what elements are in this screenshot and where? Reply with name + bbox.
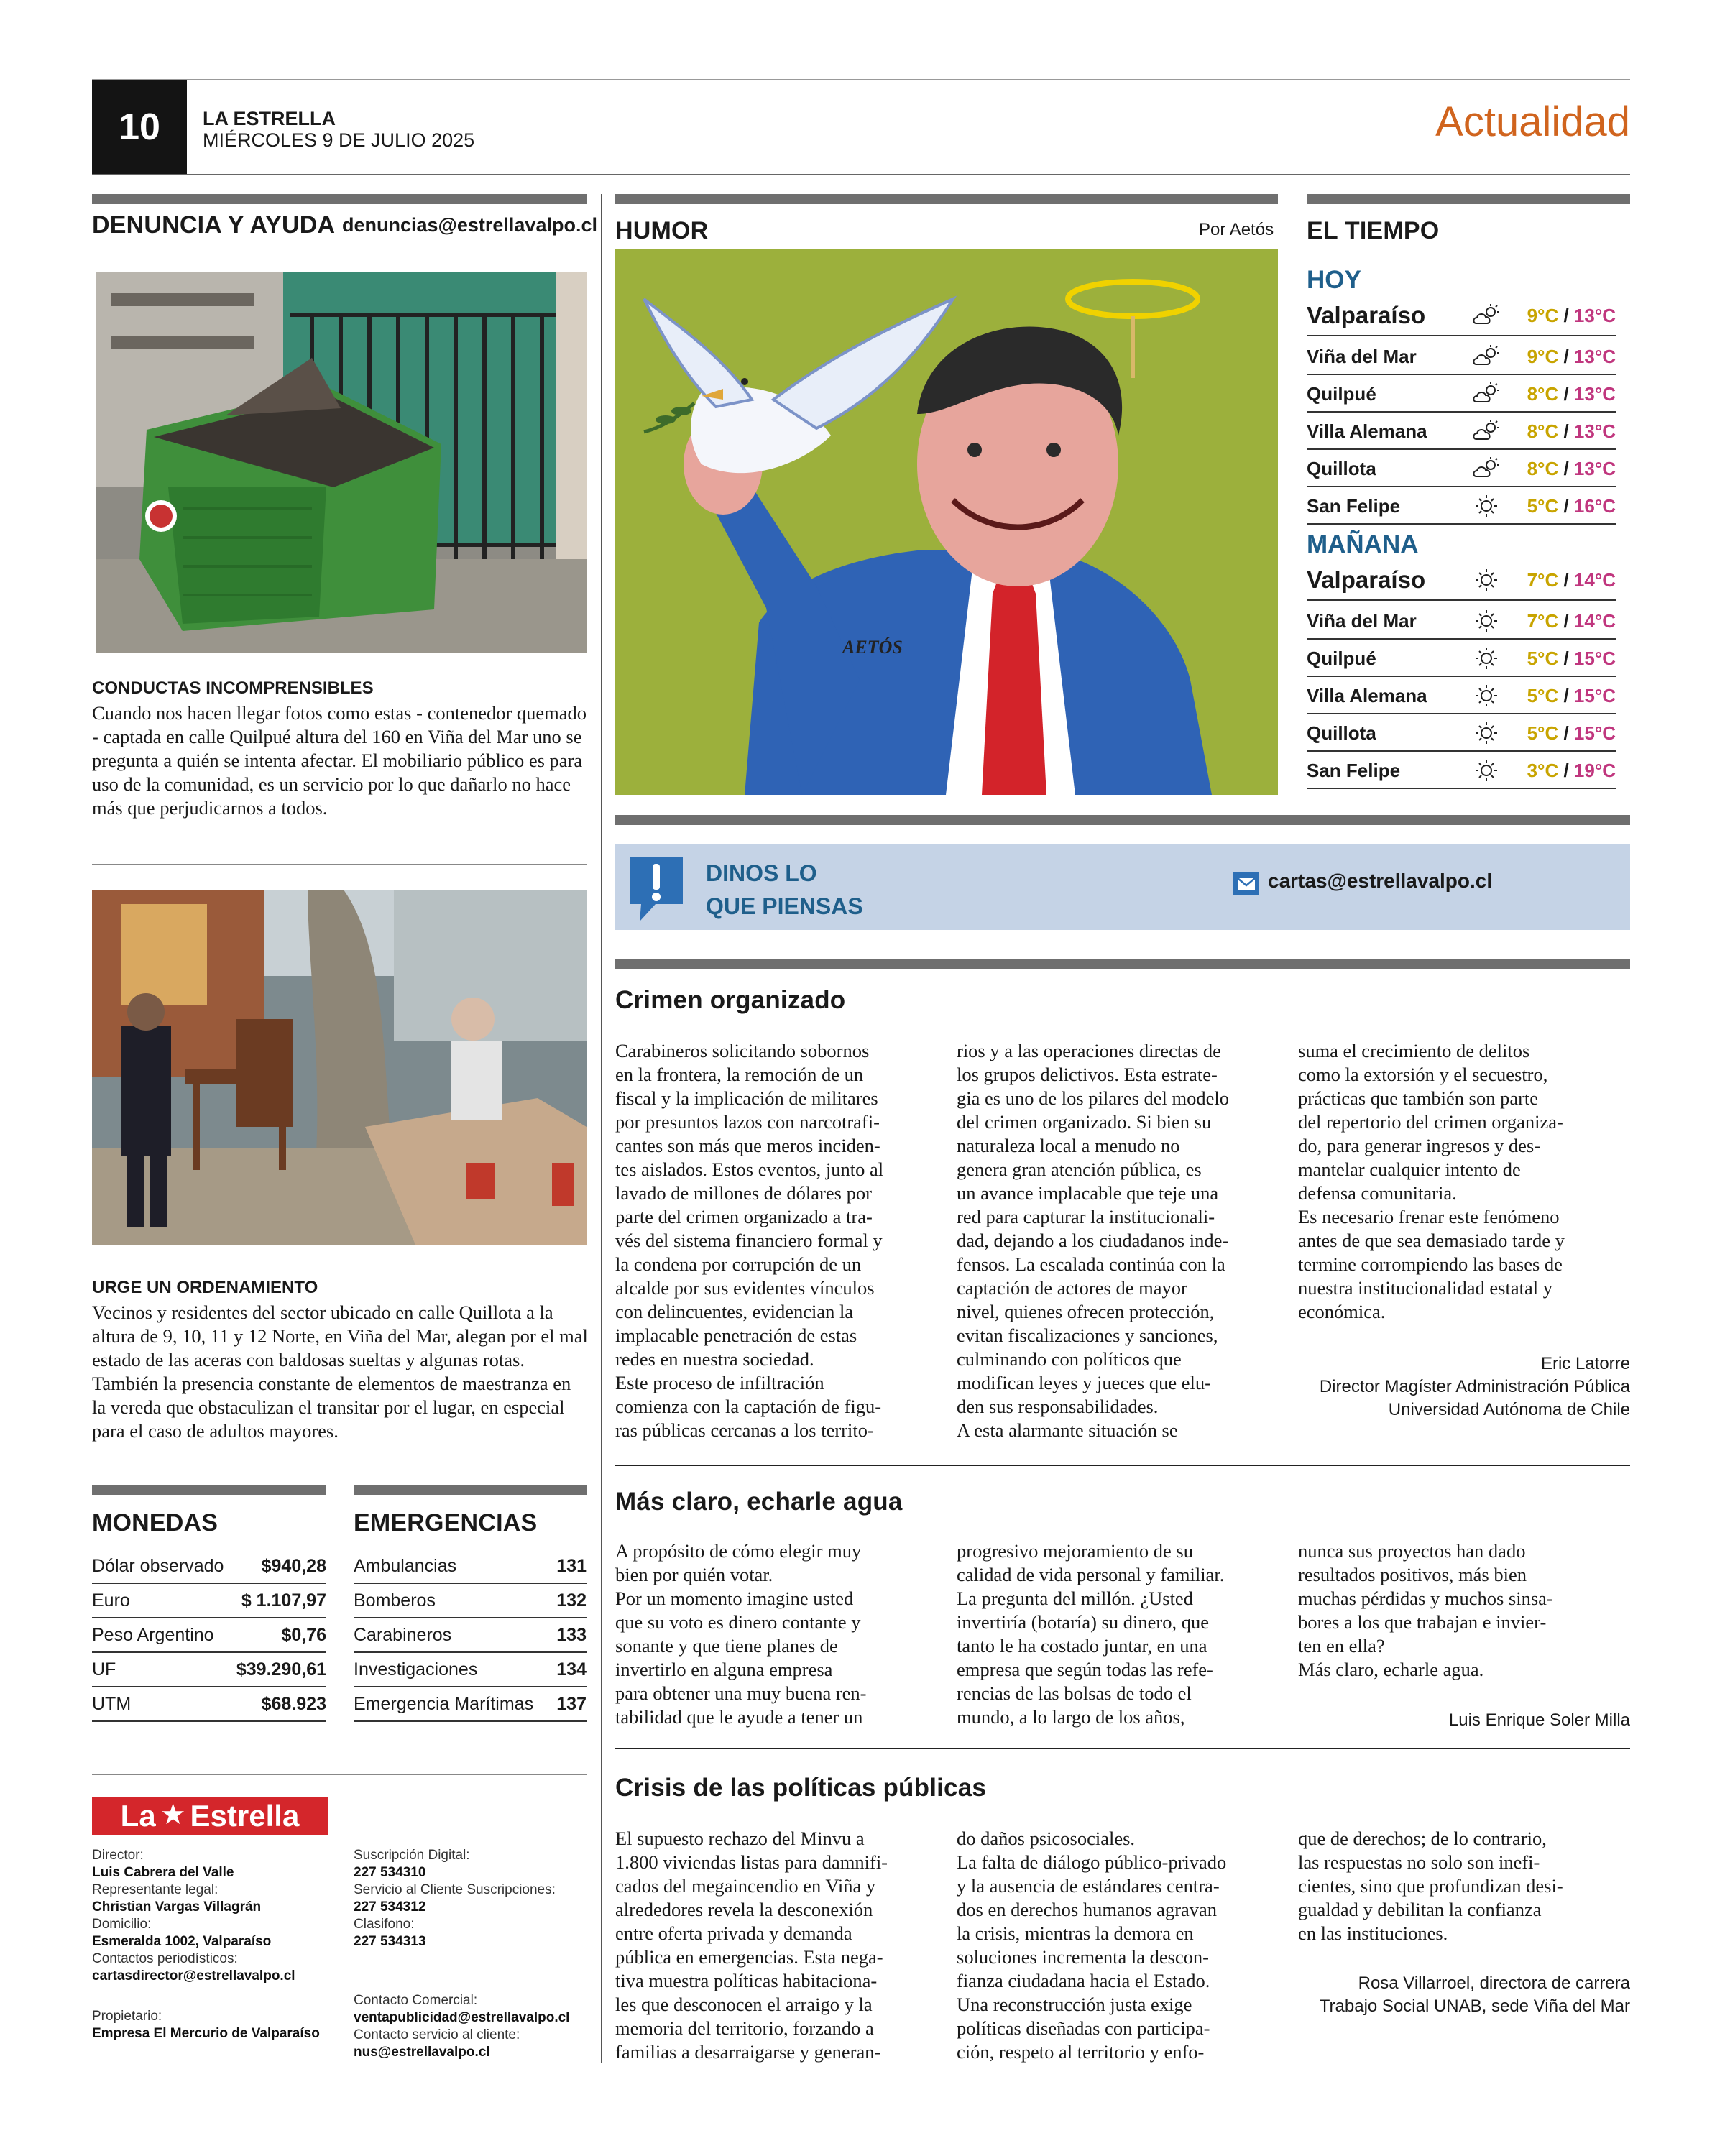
newspaper-logo: La ★ Estrella bbox=[92, 1797, 328, 1835]
temperature: 5°C / 15°C bbox=[1527, 722, 1616, 744]
temperature: 7°C / 14°C bbox=[1527, 609, 1616, 632]
table-row: Bomberos 132 bbox=[354, 1584, 586, 1618]
sun-icon bbox=[1465, 609, 1508, 633]
letter1-signature: Eric Latorre Director Magíster Administración Pública Universidad Autónoma de Chile bbox=[1319, 1354, 1630, 1419]
table-row: Emergencia Marítimas 137 bbox=[354, 1687, 586, 1722]
letter2-body: A propósito de cómo elegir muy bien por quién votar. Por un momento imagine usted que su voto es dinero contante y sonante y que tiene planes de invertirlo en alguna empresa para obtener una muy buena ren- tabilidad que le ayude a tener un progresivo mejoramiento de su calidad de vida personal y familiar. La pregunta del millón. ¿Usted invertiría (botaría) su dinero, que tanto le ha costado juntar, en una empresa que según todas las refe- rencias de las bolsas de todo el mundo, a lo largo de los años, nunca sus proyectos han dado resultados positivos, más bien muchas pérdidas y muchos sinsa- bores a los que trabajan e invier- ten en ella? Más claro, echarle agua. bbox=[615, 1540, 1553, 1728]
weather-row bbox=[1307, 561, 1616, 601]
issue-date: MIÉRCOLES 9 DE JULIO 2025 bbox=[203, 129, 475, 151]
city-name: Valparaíso bbox=[1307, 302, 1426, 328]
temperature: 9°C / 13°C bbox=[1527, 304, 1616, 326]
temperature: 8°C / 13°C bbox=[1527, 420, 1616, 442]
city-name: San Felipe bbox=[1307, 494, 1401, 517]
letter1-title: Crimen organizado bbox=[615, 986, 846, 1014]
city-name: Quilpué bbox=[1307, 647, 1376, 669]
star-icon: ★ bbox=[160, 1798, 186, 1831]
city-name: Villa Alemana bbox=[1307, 420, 1427, 442]
table-row: UF $39.290,61 bbox=[92, 1653, 326, 1687]
weather-row bbox=[1307, 339, 1616, 375]
denuncia-item1-text: Cuando nos hacen llegar fotos como estas - contenedor quemado - captada en calle Quilpué altura del 160 en Viña del Mar uno se pregunta a quién se intenta afectar. El mobiliario público es para uso de la comunidad, es un servicio por lo que dañarlo no hace más que perjudicarnos a todos. bbox=[92, 702, 587, 819]
weather-row bbox=[1307, 604, 1616, 640]
weather-row bbox=[1307, 414, 1616, 450]
city-name: Quilpué bbox=[1307, 382, 1376, 405]
denuncia-item2-title: URGE UN ORDENAMIENTO bbox=[92, 1278, 318, 1297]
weather-row bbox=[1307, 716, 1616, 752]
weather-row bbox=[1307, 451, 1616, 487]
paper-name: LA ESTRELLA bbox=[203, 108, 336, 129]
tiempo-manana-label: MAÑANA bbox=[1307, 530, 1419, 558]
temperature: 3°C / 19°C bbox=[1527, 759, 1616, 781]
table-row: UTM $68.923 bbox=[92, 1687, 326, 1722]
letter2-signature: Luis Enrique Soler Milla bbox=[1448, 1710, 1630, 1730]
table-row: Euro $ 1.107,97 bbox=[92, 1584, 326, 1618]
city-name: San Felipe bbox=[1307, 759, 1401, 781]
sun-icon bbox=[1465, 758, 1508, 783]
temperature: 8°C / 13°C bbox=[1527, 457, 1616, 479]
dinos-title: DINOS LO QUE PIENSAS bbox=[706, 860, 863, 919]
letter1-body: Carabineros solicitando sobornos en la frontera, la remoción de un fiscal y la implicación de militares por presuntos lazos con narcotrafi- cantes son más que meros inciden- tes aislados. Estos eventos, junto al lavado de millones de dólares por parte del crimen organizado a tra- vés del sistema financiero formal y la condena por corrupción de un alcalde por sus evidentes vínculos con delincuentes, evidencian la implacable penetración de estas redes en nuestra sociedad. Este proceso de infiltración comienza con la captación de figu- ras públicas cercanas a los territo- rios y a las operaciones directas de los grupos delictivos. Esta estrate- gia es uno de los pilares del modelo del crimen organizado. Si bien su naturaleza local a menudo no genera gran atención pública, es un avance implacable que teje una red para capturar la institucionali- dad, dejando a los ciudadanos inde- fensos. La escalada continúa con la captación de actores de mayor nivel, quienes ofrecen protección, evitan fiscalizaciones y sanciones, culminando con políticos que modifican leyes y jueces que elu- den sus responsabilidades. A esta alarmante situación se suma el crecimiento de delitos como la extorsión y el secuestro, prácticas que también son parte del repertorio del crimen organiza- do, para generar ingresos y des- mantelar cualquier intento de defensa comunitaria. Es necesario frenar este fenómeno antes de que sea demasiado tarde y termine corrompiendo las bases de nuestra institucionalidad estatal y económica. bbox=[615, 1040, 1565, 1441]
table-row: Peso Argentino $0,76 bbox=[92, 1618, 326, 1653]
sun-icon bbox=[1465, 568, 1508, 592]
table-row: Investigaciones 134 bbox=[354, 1653, 586, 1687]
humor-credit: Por Aetós bbox=[1199, 220, 1274, 239]
staff-left: Director: Luis Cabrera del Valle Representante legal: Christian Vargas Villagrán Domicilio: Esmeralda 1002, Valparaíso Contactos periodísticos: cartasdirector@estrellavalpo.cl Propietario: Empresa El Mercurio de Valparaíso bbox=[92, 1848, 320, 2041]
page-number: 10 bbox=[92, 80, 187, 174]
denuncia-title: DENUNCIA Y AYUDA bbox=[92, 211, 336, 239]
monedas-table bbox=[92, 1549, 326, 1722]
weather-row bbox=[1307, 489, 1616, 525]
weather-row bbox=[1307, 377, 1616, 413]
partly-cloudy-icon bbox=[1465, 419, 1508, 443]
emergencias-table bbox=[354, 1549, 586, 1722]
weather-row bbox=[1307, 296, 1616, 336]
mail-icon bbox=[1233, 872, 1259, 895]
sun-icon bbox=[1465, 646, 1508, 671]
table-row: Ambulancias 131 bbox=[354, 1549, 586, 1584]
temperature: 9°C / 13°C bbox=[1527, 345, 1616, 367]
letter3-title: Crisis de las políticas públicas bbox=[615, 1774, 987, 1802]
temperature: 7°C / 14°C bbox=[1527, 568, 1616, 591]
table-row: Carabineros 133 bbox=[354, 1618, 586, 1653]
sun-icon bbox=[1465, 721, 1508, 745]
temperature: 5°C / 16°C bbox=[1527, 494, 1616, 517]
partly-cloudy-icon bbox=[1465, 303, 1508, 328]
sun-icon bbox=[1465, 494, 1508, 518]
weather-row bbox=[1307, 753, 1616, 789]
exclamation-icon bbox=[624, 852, 689, 924]
dinos-email[interactable]: cartas@estrellavalpo.cl bbox=[1268, 870, 1493, 892]
monedas-title: MONEDAS bbox=[92, 1509, 218, 1537]
letter3-signature: Rosa Villarroel, directora de carrera Trabajo Social UNAB, sede Viña del Mar bbox=[1319, 1973, 1630, 2016]
photo-burnt-container bbox=[96, 272, 586, 653]
section-title: Actualidad bbox=[1435, 98, 1630, 145]
weather-row bbox=[1307, 678, 1616, 714]
partly-cloudy-icon bbox=[1465, 344, 1508, 369]
temperature: 8°C / 13°C bbox=[1527, 382, 1616, 405]
city-name: Viña del Mar bbox=[1307, 609, 1417, 632]
city-name: Valparaíso bbox=[1307, 566, 1426, 593]
city-name: Villa Alemana bbox=[1307, 684, 1427, 706]
tiempo-title: EL TIEMPO bbox=[1307, 217, 1440, 244]
cartoon-signature: AETÓS bbox=[842, 637, 903, 658]
humor-cartoon bbox=[615, 249, 1278, 795]
sun-icon bbox=[1465, 683, 1508, 708]
denuncia-email[interactable]: denuncias@estrellavalpo.cl bbox=[342, 214, 597, 236]
partly-cloudy-icon bbox=[1465, 456, 1508, 481]
staff-right: Suscripción Digital: 227 534310 Servicio al Cliente Suscripciones: 227 534312 Clasifono: 227 534313 Contacto Comercial: ventapublicidad@estrellavalpo.cl Contacto servicio al cliente: nus@estrellavalpo.cl bbox=[354, 1848, 570, 2060]
temperature: 5°C / 15°C bbox=[1527, 647, 1616, 669]
denuncia-item2-text: Vecinos y residentes del sector ubicado en calle Quillota a la altura de 9, 10, 11 y 12 Norte, en Viña del Mar, alegan por el mal estado de las aceras con baldosas sueltas y algunas rotas. También la presencia constante de elementos de maestranza en la vereda que obstaculizan el transitar por el lugar, en especial para el caso de adultos mayores. bbox=[92, 1302, 588, 1442]
temperature: 5°C / 15°C bbox=[1527, 684, 1616, 706]
table-row: Dólar observado $940,28 bbox=[92, 1549, 326, 1584]
city-name: Quillota bbox=[1307, 722, 1376, 744]
weather-row bbox=[1307, 641, 1616, 677]
tiempo-hoy-label: HOY bbox=[1307, 266, 1361, 294]
emergencias-title: EMERGENCIAS bbox=[354, 1509, 538, 1537]
humor-title: HUMOR bbox=[615, 217, 709, 244]
city-name: Quillota bbox=[1307, 457, 1376, 479]
city-name: Viña del Mar bbox=[1307, 345, 1417, 367]
letter2-title: Más claro, echarle agua bbox=[615, 1488, 903, 1516]
denuncia-item1-title: CONDUCTAS INCOMPRENSIBLES bbox=[92, 678, 374, 698]
photo-sidewalk-street bbox=[92, 890, 586, 1245]
letter3-body: El supuesto rechazo del Minvu a 1.800 viviendas listas para damnifi- cados del megaincendio en Viña y alrededores revela la desconexión entre oferta privada y demanda pública en emergencias. Esta nega- tiva muestra políticas habitaciona- les que desconocen el arraigo y la memoria del territorio, forzando a familias a desarraigarse y generan- do daños psicosociales. La falta de diálogo público-privado y la ausencia de estándares centra- dos en derechos humanos agravan la crisis, mientras la demora en soluciones incrementa la descon- fianza ciudadana hacia el Estado. Una reconstrucción justa exige políticas diseñadas con participa- ción, respeto al territorio y enfo- que de derechos; de lo contrario, las respuestas no solo son inefi- cientes, sino que profundizan desi- gualdad y debilitan la confianza en las instituciones. bbox=[615, 1828, 1563, 2063]
partly-cloudy-icon bbox=[1465, 382, 1508, 406]
